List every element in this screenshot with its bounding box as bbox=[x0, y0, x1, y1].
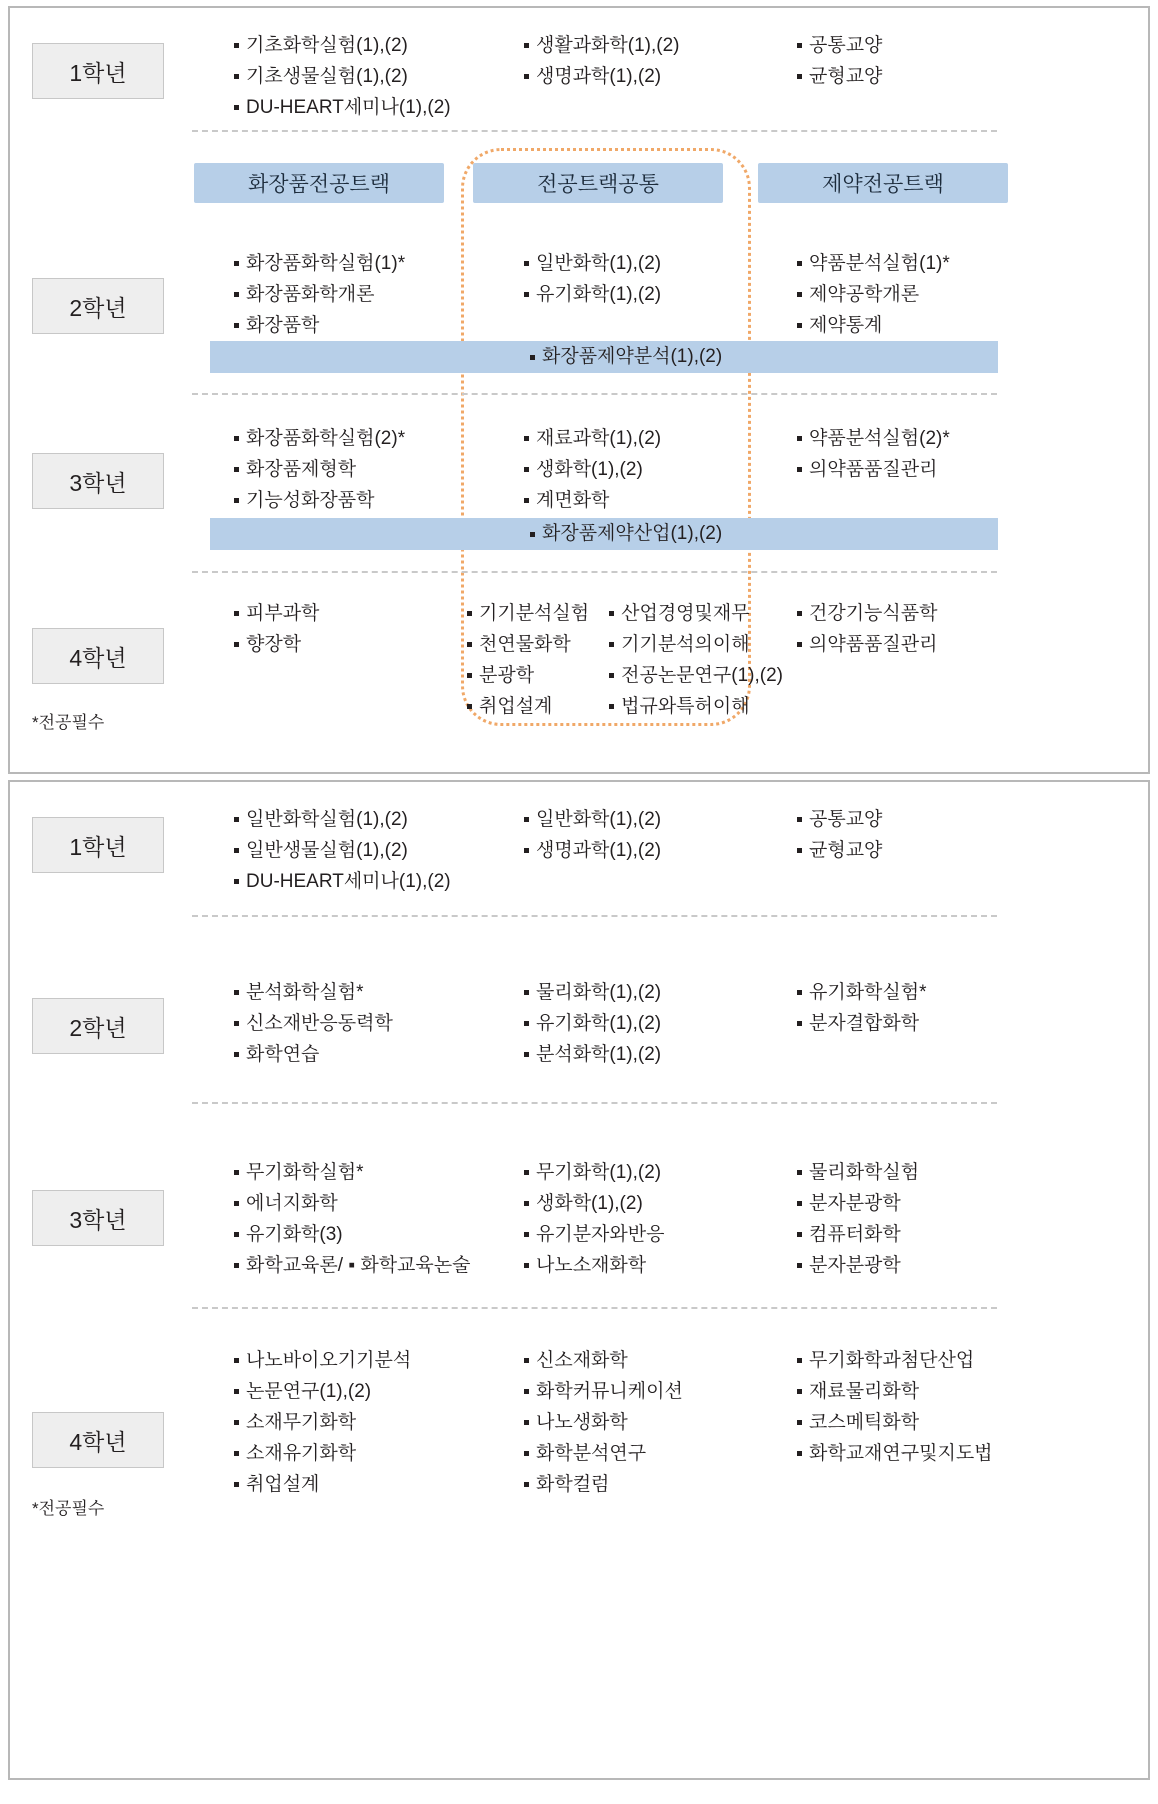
year1-col1-courses bbox=[232, 30, 451, 123]
course-item: 일반생물실험(1),(2) bbox=[232, 835, 451, 866]
year2-band-label: 화장품제약분석(1),(2) bbox=[528, 341, 722, 373]
course-item: 화장품화학개론 bbox=[232, 279, 405, 310]
year4-col2b bbox=[607, 598, 783, 722]
course-item: 물리화학실험 bbox=[795, 1157, 919, 1188]
year1-col2-courses bbox=[522, 30, 680, 92]
course-item: 에너지화학 bbox=[232, 1188, 470, 1219]
course-item: 일반화학(1),(2) bbox=[522, 248, 661, 279]
course-item: 무기화학실험* bbox=[232, 1157, 470, 1188]
course-item: 화학컬럼 bbox=[522, 1469, 683, 1500]
panel-chemistry bbox=[8, 780, 1150, 1780]
course-item: 재료물리화학 bbox=[795, 1376, 993, 1407]
course-item: 분석화학(1),(2) bbox=[522, 1039, 661, 1070]
course-item: 계면화학 bbox=[522, 485, 661, 516]
course-item: 화장품제형학 bbox=[232, 454, 405, 485]
year3-col2-courses bbox=[522, 423, 661, 516]
course-item: 분자분광학 bbox=[795, 1250, 919, 1281]
course-item: 제약통계 bbox=[795, 310, 950, 341]
course-item: DU-HEART세미나(1),(2) bbox=[232, 866, 451, 897]
course-item: 분자결합화학 bbox=[795, 1008, 927, 1039]
p2-year-label-2: 2학년 bbox=[32, 998, 164, 1054]
p2-footnote-required: *전공필수 bbox=[32, 1499, 105, 1518]
year1-col3-courses bbox=[795, 30, 882, 92]
footnote-required: *전공필수 bbox=[32, 713, 105, 732]
year-label-1: 1학년 bbox=[32, 43, 164, 99]
p2-year4-col1-courses bbox=[232, 1345, 411, 1500]
p2-year4-col2-courses bbox=[522, 1345, 683, 1500]
course-item: 신소재화학 bbox=[522, 1345, 683, 1376]
course-item: 소재유기화학 bbox=[232, 1438, 411, 1469]
course-item: 약품분석실험(2)* bbox=[795, 423, 950, 454]
track-header-pharma: 제약전공트랙 bbox=[758, 163, 1008, 203]
course-item: 화학교재연구및지도법 bbox=[795, 1438, 993, 1469]
p2-year4-col3-courses bbox=[795, 1345, 993, 1469]
p2-year1-col1-courses bbox=[232, 804, 451, 897]
course-item: 무기화학과첨단산업 bbox=[795, 1345, 993, 1376]
p2-year1-col2-courses bbox=[522, 804, 661, 866]
course-item: 재료과학(1),(2) bbox=[522, 423, 661, 454]
year3-col1-courses bbox=[232, 423, 405, 516]
year2-col2-courses bbox=[522, 248, 661, 310]
course-item: 균형교양 bbox=[795, 61, 882, 92]
course-item: 생화학(1),(2) bbox=[522, 1188, 664, 1219]
course-item: 유기화학실험* bbox=[795, 977, 927, 1008]
course-item: 나노생화학 bbox=[522, 1407, 683, 1438]
course-item: 신소재반응동력학 bbox=[232, 1008, 393, 1039]
course-item: 향장학 bbox=[232, 629, 319, 660]
course-item: 화학분석연구 bbox=[522, 1438, 683, 1469]
course-item: 제약공학개론 bbox=[795, 279, 950, 310]
course-item: 생명과학(1),(2) bbox=[522, 61, 680, 92]
year4-col2a bbox=[465, 598, 589, 722]
course-item: 약품분석실험(1)* bbox=[795, 248, 950, 279]
course-item: 유기화학(1),(2) bbox=[522, 279, 661, 310]
course-item: 의약품품질관리 bbox=[795, 629, 937, 660]
course-item: 분광학 bbox=[465, 660, 589, 691]
p2-year-label-3: 3학년 bbox=[32, 1190, 164, 1246]
course-item: 피부과학 bbox=[232, 598, 319, 629]
p2-year-label-1: 1학년 bbox=[32, 817, 164, 873]
p2-divider-2 bbox=[192, 1102, 997, 1104]
panel-cosmetics-pharma bbox=[8, 6, 1150, 774]
year3-col3-courses bbox=[795, 423, 950, 485]
p2-year1-col3-courses bbox=[795, 804, 882, 866]
year2-col1-courses bbox=[232, 248, 405, 341]
divider-3 bbox=[192, 571, 997, 573]
divider-1 bbox=[192, 130, 997, 132]
p2-divider-3 bbox=[192, 1307, 997, 1309]
p2-year3-col3-courses bbox=[795, 1157, 919, 1281]
year-label-2: 2학년 bbox=[32, 278, 164, 334]
year4-col3-courses bbox=[795, 598, 937, 660]
course-item: 유기화학(1),(2) bbox=[522, 1008, 661, 1039]
course-item: 일반화학(1),(2) bbox=[522, 804, 661, 835]
course-item: 나노소재화학 bbox=[522, 1250, 664, 1281]
p2-divider-1 bbox=[192, 915, 997, 917]
course-item: 취업설계 bbox=[232, 1469, 411, 1500]
course-item: 일반화학실험(1),(2) bbox=[232, 804, 451, 835]
track-header-common: 전공트랙공통 bbox=[473, 163, 723, 203]
course-item: 소재무기화학 bbox=[232, 1407, 411, 1438]
year4-common-courses bbox=[465, 598, 783, 722]
course-item: 화장품학 bbox=[232, 310, 405, 341]
p2-year2-col1-courses bbox=[232, 977, 393, 1070]
course-item: 화학커뮤니케이션 bbox=[522, 1376, 683, 1407]
track-header-cosmetics: 화장품전공트랙 bbox=[194, 163, 444, 203]
course-item: 기초화학실험(1),(2) bbox=[232, 30, 451, 61]
course-item: 생명과학(1),(2) bbox=[522, 835, 661, 866]
p2-year2-col3-courses bbox=[795, 977, 927, 1039]
course-item: 공통교양 bbox=[795, 804, 882, 835]
course-item: DU-HEART세미나(1),(2) bbox=[232, 92, 451, 123]
year3-band-label: 화장품제약산업(1),(2) bbox=[528, 518, 722, 550]
course-item: 생활과화학(1),(2) bbox=[522, 30, 680, 61]
course-item: 건강기능식품학 bbox=[795, 598, 937, 629]
course-item: 산업경영및재무 bbox=[607, 598, 783, 629]
year-label-3: 3학년 bbox=[32, 453, 164, 509]
p2-year2-col2-courses bbox=[522, 977, 661, 1070]
course-item: 물리화학(1),(2) bbox=[522, 977, 661, 1008]
course-item: 전공논문연구(1),(2) bbox=[607, 660, 783, 691]
course-item: 코스메틱화학 bbox=[795, 1407, 993, 1438]
course-item: 기기분석실험 bbox=[465, 598, 589, 629]
course-item: 생화학(1),(2) bbox=[522, 454, 661, 485]
course-item: 화장품화학실험(1)* bbox=[232, 248, 405, 279]
curriculum-page bbox=[0, 6, 1158, 1780]
course-item: 화장품화학실험(2)* bbox=[232, 423, 405, 454]
course-item: 공통교양 bbox=[795, 30, 882, 61]
course-item: 천연물화학 bbox=[465, 629, 589, 660]
course-item: 분자분광학 bbox=[795, 1188, 919, 1219]
course-item: 논문연구(1),(2) bbox=[232, 1376, 411, 1407]
divider-2 bbox=[192, 393, 997, 395]
year2-col3-courses bbox=[795, 248, 950, 341]
course-item: 나노바이오기기분석 bbox=[232, 1345, 411, 1376]
course-item: 유기분자와반응 bbox=[522, 1219, 664, 1250]
p2-year3-col1-courses bbox=[232, 1157, 470, 1281]
p2-year-label-4: 4학년 bbox=[32, 1412, 164, 1468]
year4-col1-courses bbox=[232, 598, 319, 660]
course-item: 분석화학실험* bbox=[232, 977, 393, 1008]
p2-year3-col2-courses bbox=[522, 1157, 664, 1281]
course-item: 법규와특허이해 bbox=[607, 691, 783, 722]
course-item: 취업설계 bbox=[465, 691, 589, 722]
course-item: 의약품품질관리 bbox=[795, 454, 950, 485]
course-item: 화학교육론/ ▪ 화학교육논술 bbox=[232, 1250, 470, 1281]
course-item: 유기화학(3) bbox=[232, 1219, 470, 1250]
course-item: 컴퓨터화학 bbox=[795, 1219, 919, 1250]
course-item: 기초생물실험(1),(2) bbox=[232, 61, 451, 92]
course-item: 무기화학(1),(2) bbox=[522, 1157, 664, 1188]
course-item: 기능성화장품학 bbox=[232, 485, 405, 516]
course-item: 기기분석의이해 bbox=[607, 629, 783, 660]
course-item: 균형교양 bbox=[795, 835, 882, 866]
course-item: 화학연습 bbox=[232, 1039, 393, 1070]
year-label-4: 4학년 bbox=[32, 628, 164, 684]
